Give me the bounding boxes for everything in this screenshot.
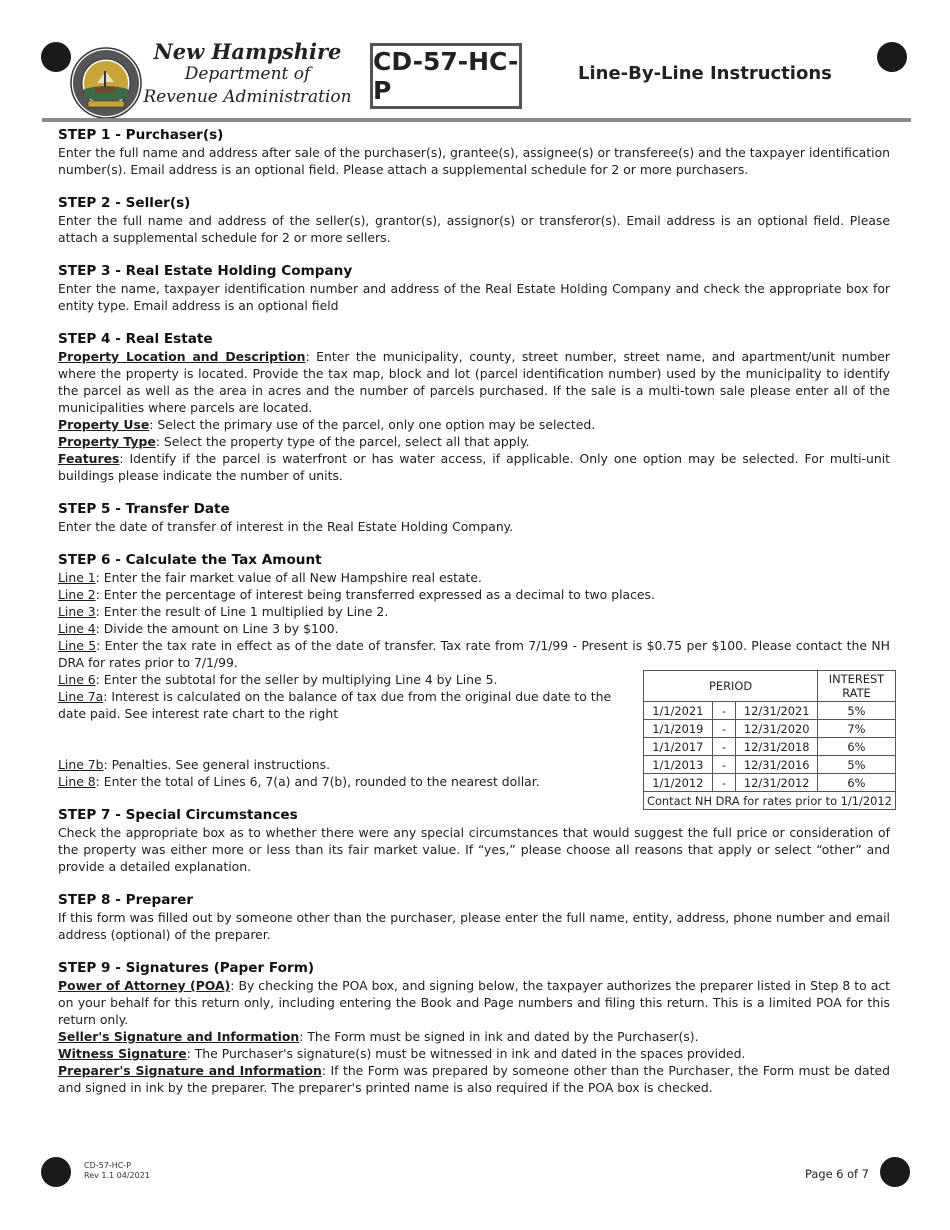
instructions-body — [58, 126, 890, 1112]
footer-revision: Rev 1.1 04/2021 — [84, 1171, 150, 1180]
step-text: Check the appropriate box as to whether there were any special circumstances that would suggest the full price or consideration of the property was either more or less than its fair market value. If “yes,” please choose all reasons that apply or select “other” and provide a detailed explanation. — [58, 825, 890, 874]
interest-rate: 5% — [818, 702, 896, 720]
line-label: Line 4 — [58, 621, 96, 636]
table-note: Contact NH DRA for rates prior to 1/1/2012 — [644, 792, 896, 810]
step-heading: STEP 9 - Signatures (Paper Form) — [58, 960, 315, 976]
line-text: : Penalties. See general instructions. — [103, 757, 331, 772]
step-text: Enter the name, taxpayer identification number and address of the Real Estate Holding Company and check the appropriate box for entity type. Email address is an optional field — [58, 281, 890, 313]
line-label: Line 6 — [58, 672, 96, 687]
line-text: : Enter the result of Line 1 multiplied by Line 2. — [95, 604, 389, 619]
period-to: 12/31/2012 — [736, 774, 818, 792]
table-row — [644, 756, 896, 774]
step-item — [58, 977, 890, 1028]
period-from: 1/1/2019 — [644, 720, 713, 738]
line-item — [58, 637, 890, 671]
item-label: Property Location and Description — [58, 349, 306, 364]
table-header-row — [644, 671, 896, 702]
step-item — [58, 1045, 890, 1062]
step-item — [58, 1062, 890, 1096]
table-note-row — [644, 792, 896, 810]
period-separator: - — [712, 756, 736, 774]
line-text: : Divide the amount on Line 3 by $100. — [95, 621, 339, 636]
step-text: Enter the full name and address of the seller(s), grantor(s), assignor(s) or transferor(s). Email address is an optional field. Please attach a supplemental schedule for 2 or more sellers. — [58, 213, 890, 245]
line-text: : Enter the subtotal for the seller by multiplying Line 4 by Line 5. — [95, 672, 498, 687]
period-separator: - — [712, 774, 736, 792]
registration-dot-top-right — [877, 42, 907, 72]
period-from: 1/1/2012 — [644, 774, 713, 792]
line-item — [58, 586, 890, 603]
period-separator: - — [712, 702, 736, 720]
footer-form-info — [84, 1161, 150, 1181]
form-code-box — [370, 43, 522, 109]
table-row — [644, 774, 896, 792]
interest-rate-table — [643, 670, 896, 810]
line-item — [58, 688, 633, 722]
interest-rate: 6% — [818, 774, 896, 792]
line-text: : Enter the percentage of interest being transferred expressed as a decimal to two places. — [95, 587, 655, 602]
line-text: : Enter the tax rate in effect as of the date of transfer. Tax rate from 7/1/99 - Present is $0.75 per $100. Please contact the NH DRA for rates prior to 7/1/99. — [58, 638, 890, 670]
registration-dot-bottom-left — [41, 1157, 71, 1187]
item-text: : Select the property type of the parcel, select all that apply. — [155, 434, 530, 449]
line-label: Line 5 — [58, 638, 97, 653]
item-text: : Select the primary use of the parcel, only one option may be selected. — [149, 417, 596, 432]
rate-header-line1: INTEREST — [828, 672, 885, 686]
period-to: 12/31/2018 — [736, 738, 818, 756]
step-item — [58, 348, 890, 416]
line-item — [58, 569, 890, 586]
period-to: 12/31/2016 — [736, 756, 818, 774]
item-text: : The Form must be signed in ink and dated by the Purchaser(s). — [299, 1029, 699, 1044]
table-row — [644, 738, 896, 756]
form-code: CD-57-HC-P — [373, 47, 519, 105]
item-text: : If the Form was prepared by someone other than the Purchaser, the Form must be dated and signed in ink by the preparer. The preparer's printed name is also required if the POA box is checked. — [58, 1063, 890, 1095]
line-item — [58, 620, 890, 637]
step-7 — [58, 806, 890, 875]
item-text: : By checking the POA box, and signing below, the taxpayer authorizes the preparer listed in Step 8 to act on your behalf for this return only, including entering the Book and Page numbers and filing this return. This is a limited POA for this return only. — [58, 978, 890, 1027]
period-from: 1/1/2017 — [644, 738, 713, 756]
line-label: Line 7b — [58, 757, 104, 772]
page-number: Page 6 of 7 — [805, 1167, 869, 1181]
agency-state: New Hampshire — [153, 39, 342, 64]
step-3 — [58, 262, 890, 314]
rate-header-line2: RATE — [842, 686, 871, 700]
step-item — [58, 433, 890, 450]
item-label: Seller's Signature and Information — [58, 1029, 300, 1044]
line-label: Line 7a — [58, 689, 104, 704]
step-heading: STEP 1 - Purchaser(s) — [58, 127, 224, 143]
item-label: Features — [58, 451, 120, 466]
header-divider — [42, 118, 911, 122]
document-title: Line-By-Line Instructions — [578, 63, 832, 84]
line-label: Line 3 — [58, 604, 96, 619]
item-label: Property Use — [58, 417, 150, 432]
step-2 — [58, 194, 890, 246]
line-label: Line 2 — [58, 587, 96, 602]
agency-line3: Revenue Administration — [143, 87, 352, 107]
agency-line2: Department of — [184, 64, 311, 84]
step-text: If this form was filled out by someone other than the purchaser, please enter the full name, entity, address, phone number and email address (optional) of the preparer. — [58, 910, 890, 942]
step-5 — [58, 500, 890, 535]
step-heading: STEP 7 - Special Circumstances — [58, 807, 298, 823]
table-row — [644, 720, 896, 738]
item-label: Power of Attorney (POA) — [58, 978, 231, 993]
interest-rate: 6% — [818, 738, 896, 756]
period-header: PERIOD — [644, 671, 818, 702]
agency-name — [140, 40, 355, 109]
item-text: : Enter the municipality, county, street number, street name, and apartment/unit number where the property is located. Provide the tax map, block and lot (parcel identification number) used by the municipality to identify the parcel as well as the area in acres and the number of parcels purchased. If the sale is a multi-town sale please enter all of the municipalities where parcels are located. — [58, 349, 890, 415]
period-separator: - — [712, 738, 736, 756]
step-text: Enter the date of transfer of interest in the Real Estate Holding Company. — [58, 519, 514, 534]
step-heading: STEP 2 - Seller(s) — [58, 195, 191, 211]
period-separator: - — [712, 720, 736, 738]
line-text: : Interest is calculated on the balance of tax due from the original due date to the date paid. See interest rate chart to the right — [58, 689, 612, 721]
step-heading: STEP 5 - Transfer Date — [58, 501, 230, 517]
step-9 — [58, 959, 890, 1096]
period-from: 1/1/2021 — [644, 702, 713, 720]
line-label: Line 1 — [58, 570, 96, 585]
step-item — [58, 450, 890, 484]
period-from: 1/1/2013 — [644, 756, 713, 774]
interest-rate: 5% — [818, 756, 896, 774]
line-item — [58, 603, 890, 620]
step-8 — [58, 891, 890, 943]
step-4 — [58, 330, 890, 484]
rate-header — [818, 671, 896, 702]
step-item — [58, 416, 890, 433]
period-to: 12/31/2020 — [736, 720, 818, 738]
step-heading: STEP 8 - Preparer — [58, 892, 194, 908]
item-text: : The Purchaser's signature(s) must be witnessed in ink and dated in the spaces provided. — [186, 1046, 746, 1061]
item-text: : Identify if the parcel is waterfront or has water access, if applicable. Only one option may be selected. For multi-unit buildings please indicate the number of units. — [58, 451, 890, 483]
item-label: Witness Signature — [58, 1046, 187, 1061]
step-1 — [58, 126, 890, 178]
line-label: Line 8 — [58, 774, 96, 789]
step-heading: STEP 3 - Real Estate Holding Company — [58, 263, 353, 279]
step-item — [58, 1028, 890, 1045]
line-text: : Enter the total of Lines 6, 7(a) and 7(b), rounded to the nearest dollar. — [95, 774, 540, 789]
step-text: Enter the full name and address after sale of the purchaser(s), grantee(s), assignee(s) or transferee(s) and the taxpayer identification number(s). Email address is an optional field. Please attach a supplemental schedule for 2 or more purchasers. — [58, 145, 890, 177]
item-label: Preparer's Signature and Information — [58, 1063, 322, 1078]
interest-rate: 7% — [818, 720, 896, 738]
registration-dot-bottom-right — [880, 1157, 910, 1187]
table-row — [644, 702, 896, 720]
registration-dot-top-left — [41, 42, 71, 72]
item-label: Property Type — [58, 434, 156, 449]
state-seal-icon — [70, 47, 142, 119]
period-to: 12/31/2021 — [736, 702, 818, 720]
step-heading: STEP 4 - Real Estate — [58, 331, 213, 347]
step-heading: STEP 6 - Calculate the Tax Amount — [58, 552, 322, 568]
footer-form-code: CD-57-HC-P — [84, 1161, 132, 1170]
line-text: : Enter the fair market value of all New Hampshire real estate. — [95, 570, 482, 585]
